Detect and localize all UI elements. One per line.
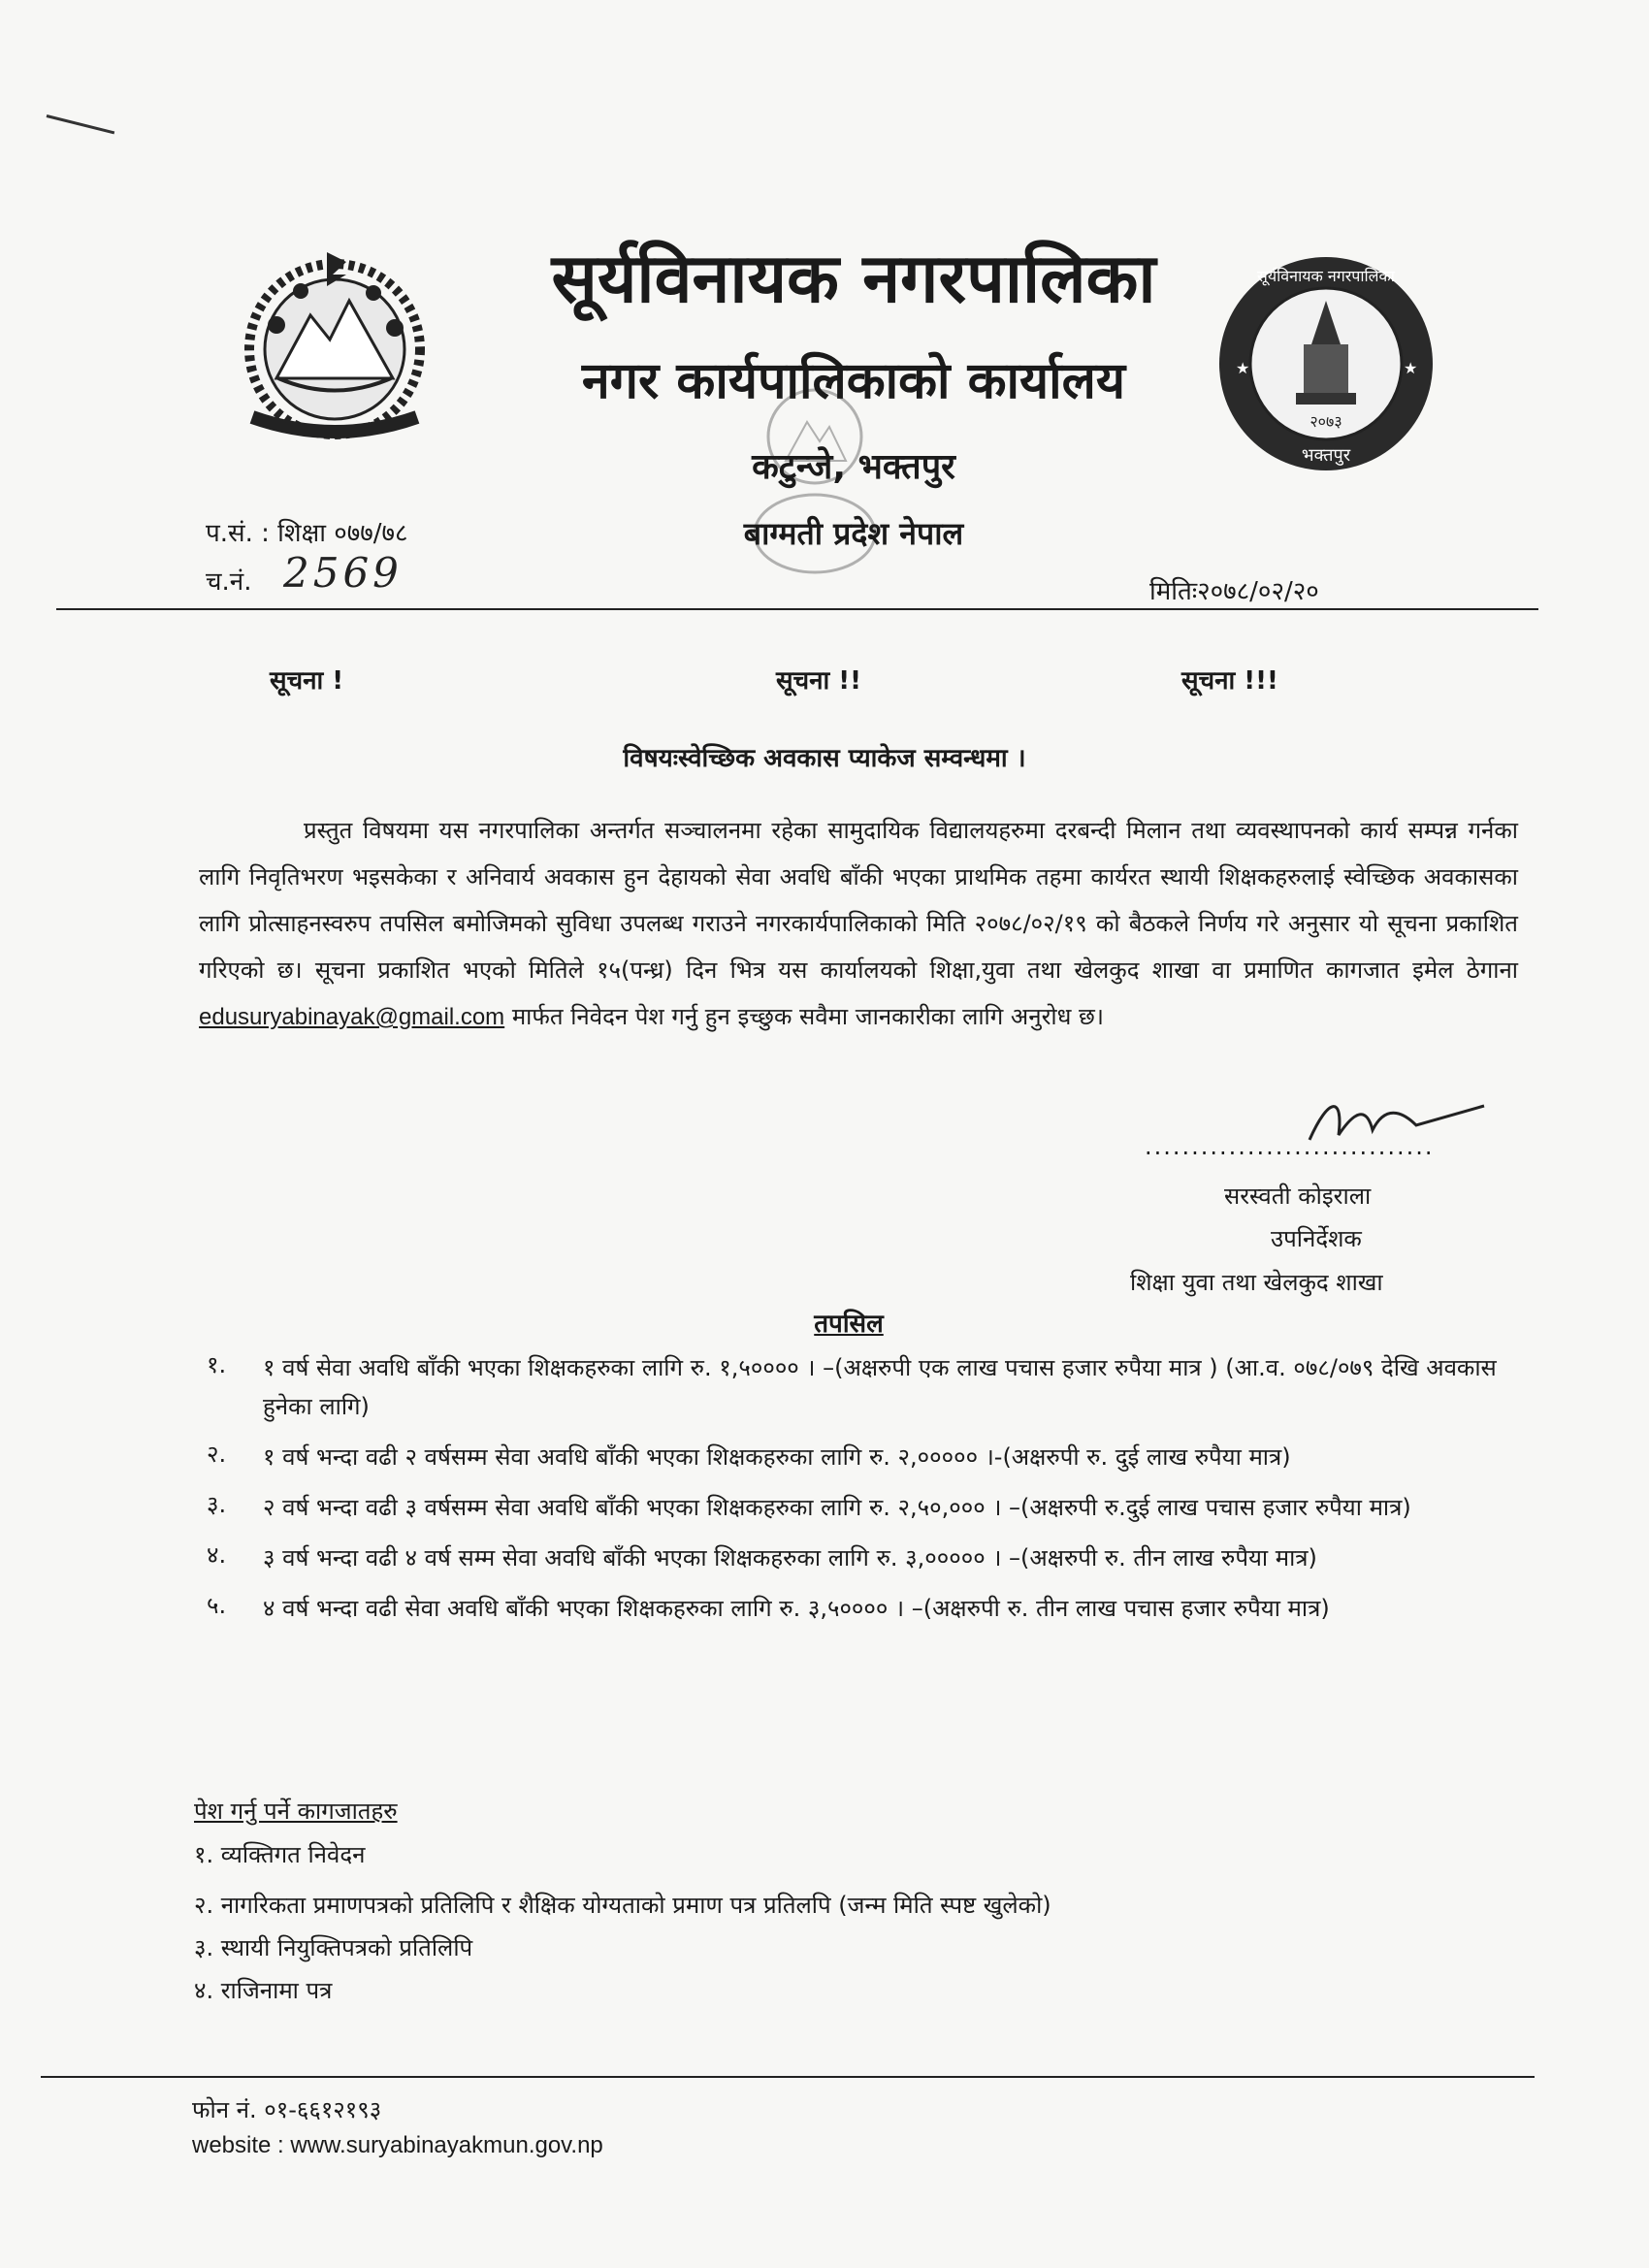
tapsil-heading: तपसिल [814,1310,884,1339]
list-item [207,1438,1526,1476]
document-item: ४. राजिनामा पत्र [194,1977,333,2004]
notice-body [199,807,1518,1041]
municipality-name: सूर्यविनायक नगरपालिका [551,239,1156,318]
signature-line: ............................... [1145,1133,1435,1160]
office-name: नगर कार्यपालिकाको कार्यालय [581,352,1126,410]
documents-list [194,1838,1051,2017]
subject-line: विषयःस्वेच्छिक अवकास प्याकेज सम्वन्धमा । [623,744,1026,773]
list-item-number: १. [207,1351,227,1378]
pen-stroke-mark [47,114,115,134]
svg-text:★: ★ [1236,359,1250,377]
seal-year: २०७३ [1310,412,1342,431]
list-item [207,1589,1526,1628]
header-divider [56,608,1538,610]
dispatch-number-value: 2569 [283,549,403,597]
document-item: २. नागरिकता प्रमाणपत्रको प्रतिलिपि र शैक्षिक योग्यताको प्रमाण पत्र प्रतिलपि (जन्म मिति स्पष्ट खुलेको) [194,1892,1051,1919]
svg-text:★: ★ [1404,359,1418,377]
list-item-number: ३. [207,1491,227,1518]
seal-bottom-text: भक्तपुर [1301,445,1351,466]
body-paragraph: प्रस्तुत विषयमा यस नगरपालिका अन्तर्गत सञ्चालनमा रहेका सामुदायिक विद्यालयहरुमा दरबन्दी मिलान तथा व्यवस्थापनको कार्य सम्पन्न गर्नका लागि निवृतिभरण भइसकेका र अनिवार्य अवकास हुन देहायको सेवा अवधि बाँकी भएका प्राथमिक तहमा कार्यरत स्थायी शिक्षकहरुलाई स्वेच्छिक अवकासका लागि प्रोत्साहनस्वरुप तपसिल बमोजिमको सुविधा उपलब्ध गराउने नगरकार्यपालिकाको मिति २०७८/०२/१९ को बैठकले निर्णय गरे अनुसार यो सूचना प्रकाशित गरिएको छ। सूचना प्रकाशित भएको मितिले १५(पन्ध्र) दिन भित्र यस कार्यालयको शिक्षा,युवा तथा खेलकुद शाखा वा प्रमाणित कागजात इमेल ठेगाना [199,817,1519,984]
signatory-department: शिक्षा युवा तथा खेलकुद शाखा [1130,1269,1383,1296]
list-item-text: १ वर्ष सेवा अवधि बाँकी भएका शिक्षकहरुका लागि रु. १,५०००० । –(अक्षरुपी एक लाख पचास हजार रुपैया मात्र ) (आ.व. ०७८/०७९ देखि अवकास हुनेका लागि) [263,1354,1497,1420]
seal-top-text: सूर्यविनायक नगरपालिका [1257,267,1395,285]
office-location: कटुन्जे, भक्तपुर [752,447,955,487]
list-item-number: ४. [207,1541,227,1569]
list-item-text: ४ वर्ष भन्दा वढी सेवा अवधि बाँकी भएका शिक्षकहरुका लागि रु. ३,५०००० । –(अक्षरुपी रु. तीन लाख पचास हजार रुपैया मात्र) [263,1595,1330,1622]
footer-website[interactable]: website : www.suryabinayakmun.gov.np [192,2132,603,2158]
list-item [207,1488,1526,1527]
documents-heading: पेश गर्नु पर्ने कागजातहरु [194,1798,398,1825]
footer-phone: फोन नं. ०१-६६१२१९३ [192,2096,382,2123]
notice-heading-3: सूचना !!! [1181,666,1278,696]
footer-divider [41,2076,1535,2078]
province-name: बाग्मती प्रदेश नेपाल [743,515,964,552]
list-item-text: १ वर्ष भन्दा वढी २ वर्षसम्म सेवा अवधि बाँकी भएका शिक्षकहरुका लागि रु. २,००००० ।-(अक्षरुपी रु. दुई लाख रुपैया मात्र) [263,1443,1291,1471]
list-item-text: ३ वर्ष भन्दा वढी ४ वर्ष सम्म सेवा अवधि बाँकी भएका शिक्षकहरुका लागि रु. ३,००००० । –(अक्षरुपी रु. तीन लाख रुपैया मात्र) [263,1544,1317,1571]
body-paragraph-end: मार्फत निवेदन पेश गर्नु हुन इच्छुक सवैमा जानकारीका लागि अनुरोध छ। [504,1003,1104,1030]
signatory-title: उपनिर्देशक [1271,1225,1362,1252]
signatory-name: सरस्वती कोइराला [1224,1183,1372,1210]
list-item-number: ५. [207,1592,227,1619]
list-item-text: २ वर्ष भन्दा वढी ३ वर्षसम्म सेवा अवधि बाँकी भएका शिक्षकहरुका लागि रु. २,५०,००० । –(अक्षरुपी रु.दुई लाख पचास हजार रुपैया मात्र) [263,1494,1411,1521]
letter-date: मितिः२०७८/०२/२० [1149,577,1319,606]
list-item-number: २. [207,1441,227,1468]
list-item [207,1348,1526,1426]
tapsil-list [207,1348,1526,1639]
document-item: १. व्यक्तिगत निवेदन [194,1841,366,1868]
list-item [207,1539,1526,1577]
email-link[interactable]: edusuryabinayak@gmail.com [199,1004,505,1030]
notice-heading-1: सूचना ! [270,666,344,696]
reference-number: प.सं. : शिक्षा ०७७/७८ [206,519,408,548]
notice-heading-2: सूचना !! [776,666,862,696]
document-item: ३. स्थायी नियुक्तिपत्रको प्रतिलिपि [194,1934,473,1961]
dispatch-number-label: च.नं. [206,567,252,597]
